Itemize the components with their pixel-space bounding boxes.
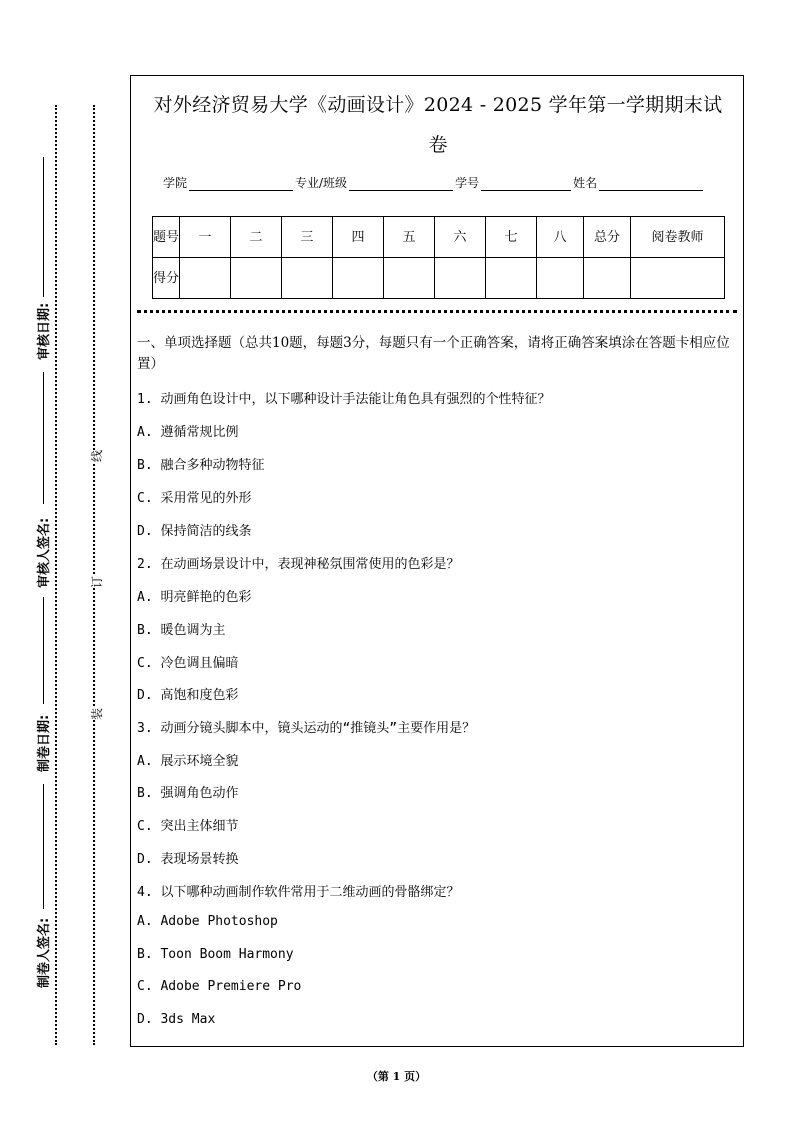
row-head-score: 得分 (153, 258, 180, 299)
maker-sign-label: 制卷人签名: (37, 917, 52, 988)
score-table-score-row (153, 258, 725, 299)
college-label: 学院 (163, 176, 188, 190)
col-4: 四 (333, 217, 384, 258)
cut-label-zhuang: 装 (90, 707, 104, 720)
q1-option-c: C. 采用常见的外形 (137, 491, 252, 506)
q4-option-b: B. Toon Boom Harmony (137, 947, 294, 962)
maker-sign-line (43, 784, 44, 909)
question-3-stem: 3. 动画分镜头脚本中，镜头运动的“推镜头”主要作用是？ (137, 721, 476, 736)
exam-frame (130, 75, 744, 1047)
reviewer-sign-label: 审核人签名: (37, 517, 52, 588)
maker-date-label: 制卷日期: (37, 714, 52, 772)
student-id-field[interactable] (481, 178, 571, 191)
outer-dotted-line (55, 105, 57, 1045)
score-cell[interactable] (333, 258, 384, 299)
score-cell[interactable] (384, 258, 435, 299)
score-cell[interactable] (180, 258, 231, 299)
major-label: 专业/班级 (295, 176, 348, 190)
reviewer-sign-line (43, 372, 44, 504)
score-table (152, 216, 725, 299)
q2-option-d: D. 高饱和度色彩 (137, 688, 239, 703)
col-1: 一 (180, 217, 231, 258)
q1-option-b: B. 融合多种动物特征 (137, 458, 265, 473)
score-cell[interactable] (231, 258, 282, 299)
score-cell[interactable] (584, 258, 631, 299)
col-3: 三 (282, 217, 333, 258)
score-cell[interactable] (282, 258, 333, 299)
cut-label-xian: 线 (90, 449, 104, 462)
section-separator (137, 310, 737, 313)
score-table-header-row (153, 217, 725, 258)
cut-label-ding: 订 (90, 575, 104, 588)
col-5: 五 (384, 217, 435, 258)
q3-option-b: B. 强调角色动作 (137, 786, 239, 801)
col-7: 七 (486, 217, 537, 258)
col-grader: 阅卷教师 (631, 217, 725, 258)
maker-date-line (43, 597, 44, 704)
col-total: 总分 (584, 217, 631, 258)
q4-option-c: C. Adobe Premiere Pro (137, 979, 302, 994)
college-field[interactable] (189, 178, 293, 191)
col-8: 八 (537, 217, 584, 258)
name-label: 姓名 (573, 176, 598, 190)
q1-option-a: A. 遵循常规比例 (137, 425, 239, 440)
q4-option-a: A. Adobe Photoshop (137, 914, 278, 929)
q2-option-a: A. 明亮鲜艳的色彩 (137, 590, 252, 605)
q2-option-c: C. 冷色调且偏暗 (137, 656, 239, 671)
score-cell[interactable] (486, 258, 537, 299)
question-1-stem: 1. 动画角色设计中，以下哪种设计手法能让角色具有强烈的个性特征？ (137, 392, 551, 407)
q3-option-d: D. 表现场景转换 (137, 852, 239, 867)
col-6: 六 (435, 217, 486, 258)
student-info-row (163, 174, 705, 191)
col-2: 二 (231, 217, 282, 258)
page-number: （第 1 页） (366, 1070, 427, 1083)
question-2-stem: 2. 在动画场景设计中，表现神秘氛围常使用的色彩是？ (137, 557, 460, 572)
q4-option-d: D. 3ds Max (137, 1012, 216, 1027)
score-cell[interactable] (631, 258, 725, 299)
row-head-question: 题号 (153, 217, 180, 258)
score-cell[interactable] (435, 258, 486, 299)
exam-title: 对外经济贸易大学《动画设计》2024 - 2025 学年第一学期期末试 (153, 94, 723, 116)
q3-option-a: A. 展示环境全貌 (137, 754, 239, 769)
review-date-line (43, 157, 44, 297)
section-title: 一、单项选择题（总共10题，每题3分，每题只有一个正确答案，请将正确答案填涂在答题卡相应位置） (137, 335, 730, 372)
q1-option-d: D. 保持简洁的线条 (137, 524, 252, 539)
question-4-stem: 4. 以下哪种动画制作软件常用于二维动画的骨骼绑定？ (137, 885, 460, 900)
student-id-label: 学号 (455, 176, 480, 190)
major-field[interactable] (349, 178, 453, 191)
q2-option-b: B. 暖色调为主 (137, 623, 226, 638)
review-date-label: 审核日期: (37, 302, 52, 360)
name-field[interactable] (599, 178, 703, 191)
score-cell[interactable] (537, 258, 584, 299)
exam-title-continued: 卷 (428, 134, 448, 156)
q3-option-c: C. 突出主体细节 (137, 819, 239, 834)
